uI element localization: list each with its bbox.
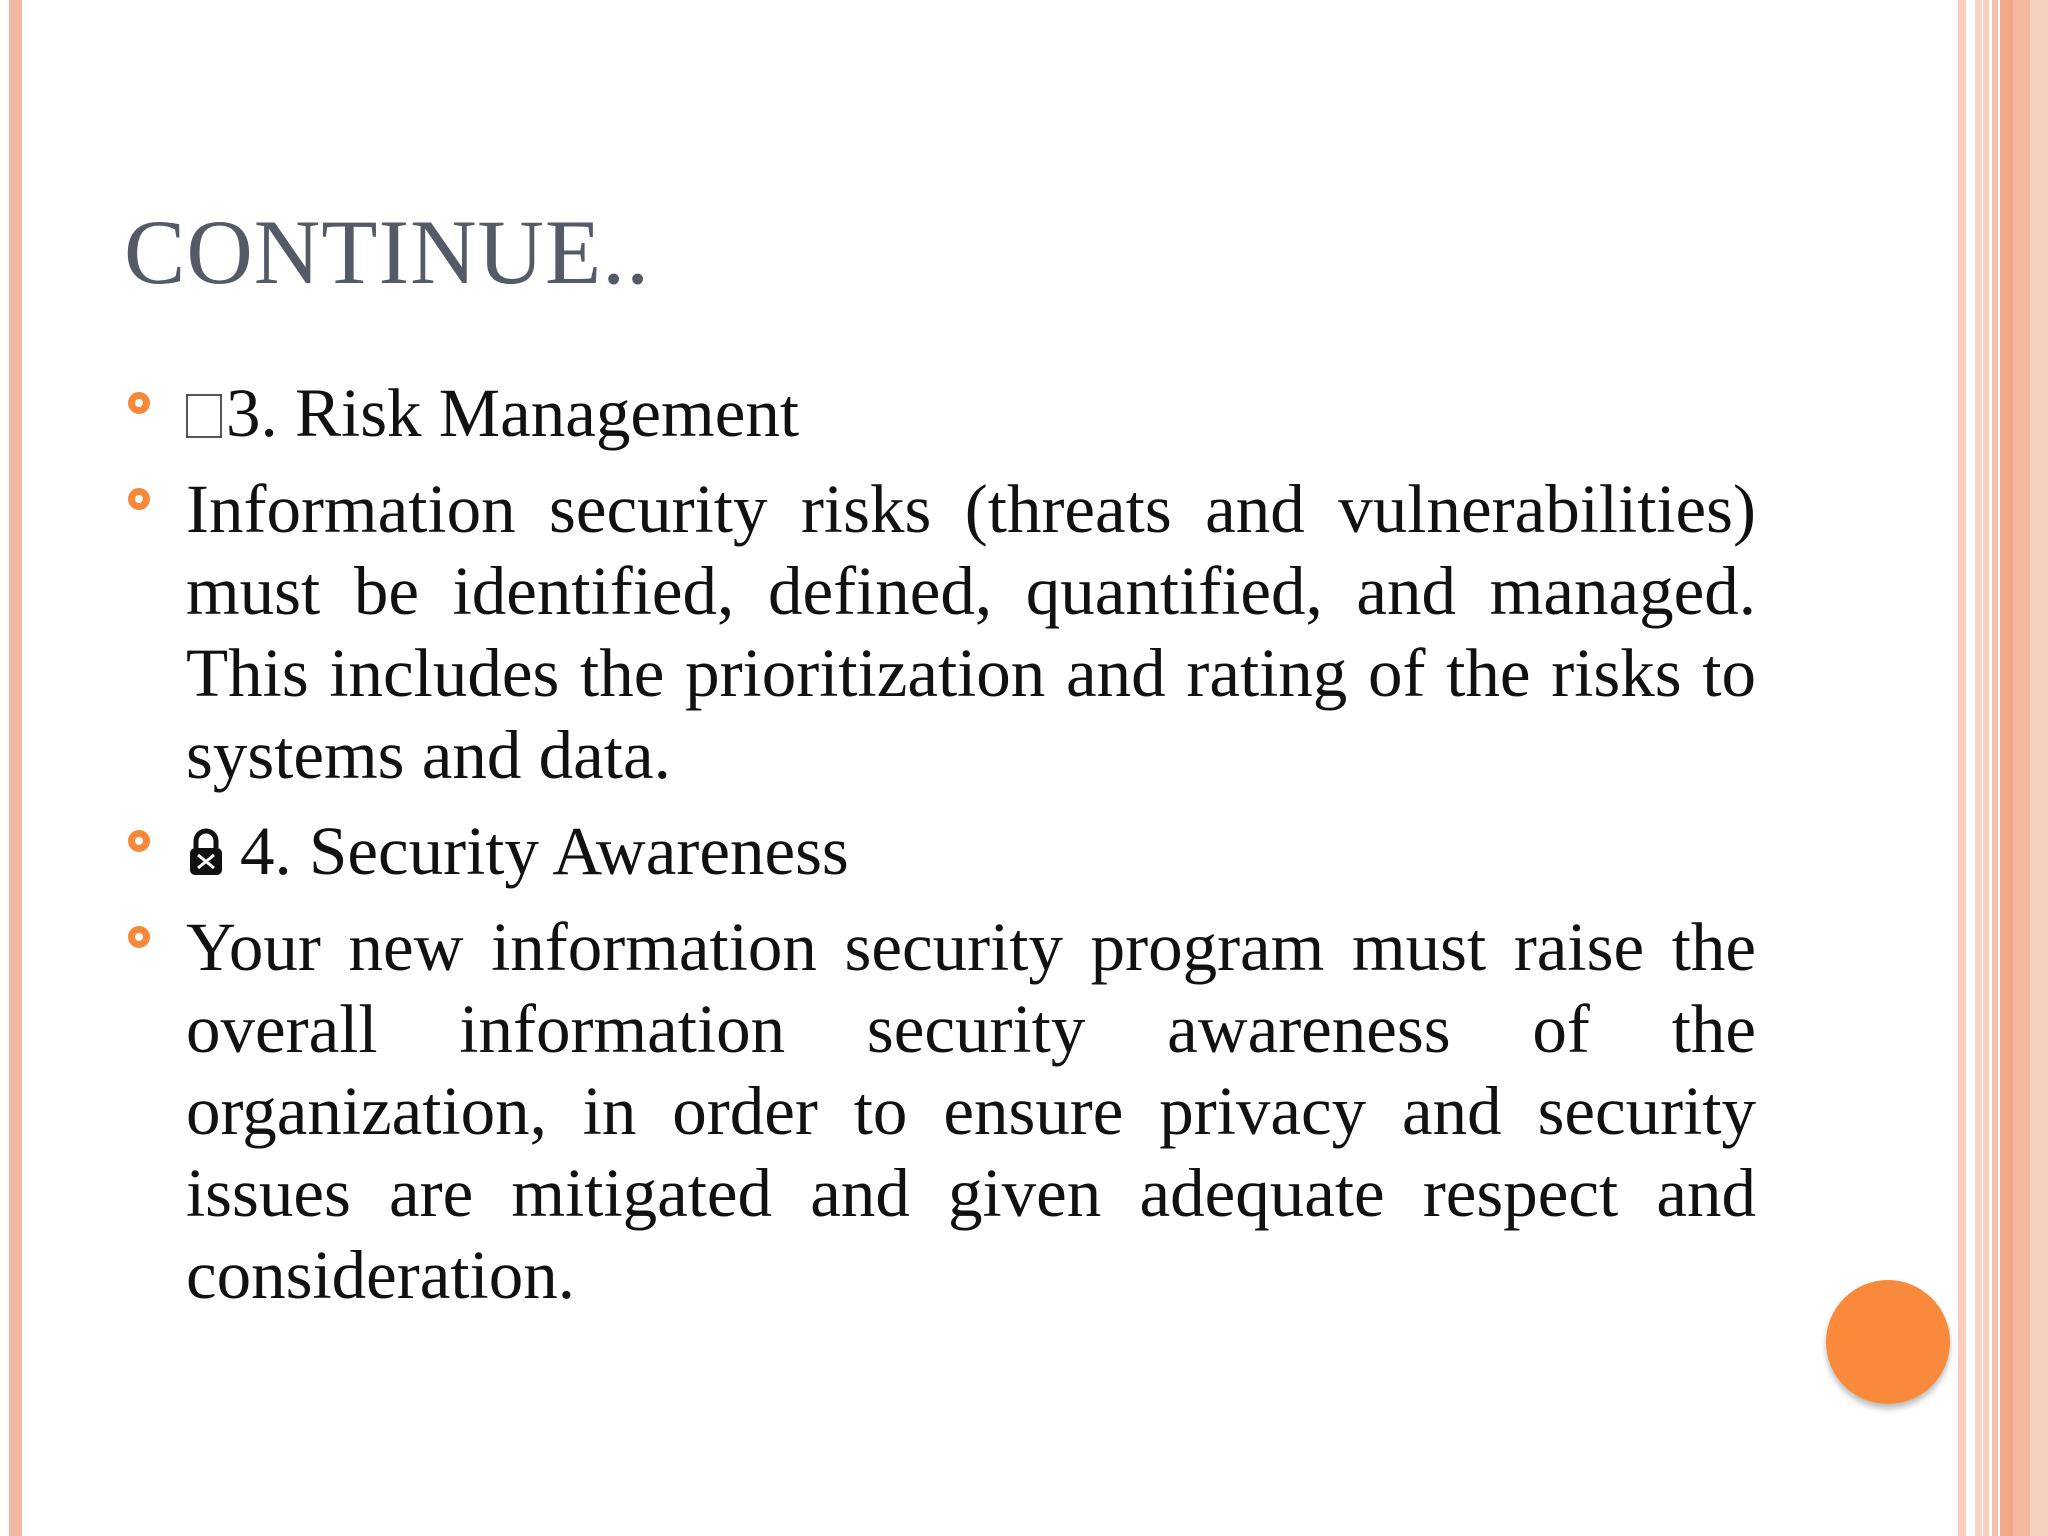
bullet-item xyxy=(124,468,1756,796)
left-stripe xyxy=(9,0,22,1536)
right-stripe xyxy=(1958,0,1966,1536)
right-stripe xyxy=(1975,0,1982,1536)
bullet-heading: 4. Security Awareness xyxy=(240,813,849,889)
bullet-circle-icon xyxy=(128,926,150,948)
missing-glyph-box-icon xyxy=(186,394,222,438)
bullet-paragraph: Information security risks (threats and vulnerabilities) must be identified, defined, quantified, and managed. This includes the prioritization and rating of the risks to systems and data. xyxy=(186,471,1756,793)
right-stripe xyxy=(1983,0,1989,1536)
right-stripe xyxy=(2013,0,2030,1536)
bullet-heading: 3. Risk Management xyxy=(226,375,799,451)
bullet-circle-icon xyxy=(128,830,150,852)
bullet-circle-icon xyxy=(128,488,150,510)
orange-circle-decoration xyxy=(1826,1280,1950,1404)
right-stripe xyxy=(2030,0,2048,1536)
bullet-list xyxy=(124,372,1756,1330)
bullet-paragraph: Your new information security program must raise the overall information security awareness of the organization, in order to ensure privacy and security issues are mitigated and given adequate respect and consideration. xyxy=(186,909,1756,1313)
bullet-item xyxy=(124,906,1756,1316)
bullet-item xyxy=(124,372,1756,454)
right-stripe xyxy=(2000,0,2013,1536)
right-stripe xyxy=(1992,0,1998,1536)
slide-title: CONTINUE.. xyxy=(124,201,651,303)
bullet-item xyxy=(124,810,1756,892)
lock-icon xyxy=(186,828,226,878)
bullet-circle-icon xyxy=(128,392,150,414)
